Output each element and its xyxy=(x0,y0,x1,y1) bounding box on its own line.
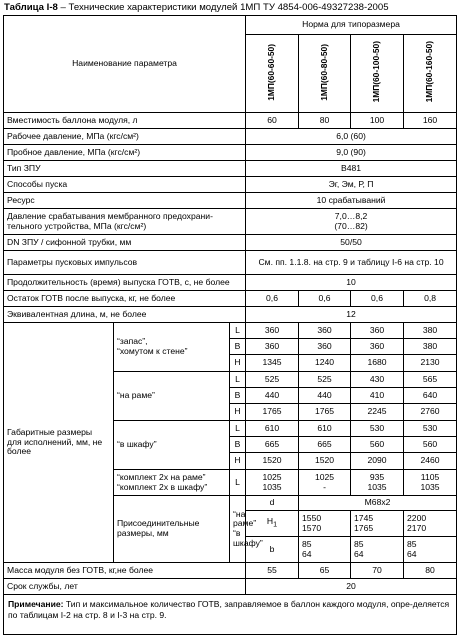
dimension-group-name-text: “в шкафу” xyxy=(117,439,157,450)
row-zpu-type xyxy=(4,161,457,177)
connection-value-text: 85 64 xyxy=(354,538,364,559)
dimension-value-text: 1520 xyxy=(262,455,282,466)
dimension-value xyxy=(299,437,351,453)
dimension-value-text: 1345 xyxy=(262,357,282,368)
dimension-value-text: 380 xyxy=(422,324,438,335)
residue-label-text: Остаток ГОТВ после выпуска, кг, не более xyxy=(7,292,176,303)
dimension-letter xyxy=(230,470,246,496)
connection-letter-text: H xyxy=(266,515,274,526)
thread-value xyxy=(299,496,457,511)
dimension-letter xyxy=(230,339,246,355)
dimension-value xyxy=(404,372,457,388)
dimension-letter-text: H xyxy=(234,406,241,417)
test-pressure-label xyxy=(4,145,246,161)
dimension-value-text: 2090 xyxy=(367,455,387,466)
connection-value-text: 1550 1570 xyxy=(302,512,322,533)
dimensions-label xyxy=(4,323,114,563)
mass-value xyxy=(246,563,299,579)
residue-value-text: 0,6 xyxy=(318,292,331,303)
dimension-value xyxy=(351,437,404,453)
dimension-value-text: 1240 xyxy=(314,357,335,368)
dimension-letter-text: L xyxy=(235,324,240,335)
volume-value xyxy=(299,113,351,129)
dimension-group-name-text: “комплект 2х на раме” “комплект 2х в шкафу” xyxy=(117,471,208,492)
dimension-group-name xyxy=(114,421,230,470)
row-eq-length xyxy=(4,307,457,323)
zpu-type-label xyxy=(4,161,246,177)
model-header xyxy=(404,35,457,113)
dimension-value xyxy=(299,388,351,404)
impulses-value xyxy=(246,251,457,275)
row-mass xyxy=(4,563,457,579)
working-pressure-label-text: Рабочее давление, МПа (кгс/см²) xyxy=(7,130,139,141)
connection-value-text: 85 64 xyxy=(302,538,312,559)
mass-value xyxy=(404,563,457,579)
residue-value xyxy=(351,291,404,307)
dimension-value xyxy=(351,388,404,404)
dimension-value xyxy=(246,453,299,470)
dimension-value-text: 360 xyxy=(317,340,332,351)
model-label: 1МП(60-60-50) xyxy=(266,43,277,101)
membrane-pressure-value-text: 7,0…8,2 (70…82) xyxy=(334,210,368,231)
dimension-letter xyxy=(230,372,246,388)
dimension-value xyxy=(404,323,457,339)
dimension-value-text: 2245 xyxy=(367,406,387,417)
duration-label xyxy=(4,275,246,291)
eq-length-label-text: Эквивалентная длина, м, не более xyxy=(7,308,147,319)
mass-label xyxy=(4,563,246,579)
dimension-letter-text: H xyxy=(234,455,241,466)
eq-length-label xyxy=(4,307,246,323)
dimension-letter xyxy=(230,388,246,404)
connection-value-text: 1745 1765 xyxy=(354,512,374,533)
param-name-header-text: Наименование параметра xyxy=(72,58,177,69)
dimension-value xyxy=(351,323,404,339)
connection-value xyxy=(299,511,351,537)
dimension-value xyxy=(299,339,351,355)
dimension-letter xyxy=(230,355,246,372)
connection-value xyxy=(404,511,457,537)
caption-label: Таблица I-8 xyxy=(4,2,58,13)
dimension-value-text: 360 xyxy=(317,324,332,335)
service-life-value-text: 20 xyxy=(346,580,356,591)
dimension-value xyxy=(246,323,299,339)
dimension-value-text: 1765 xyxy=(314,406,335,417)
membrane-pressure-label xyxy=(4,209,246,235)
membrane-pressure-label-text: Давление срабатывания мембранного предохрани- тельного устройства, МПа (кгс/см²) xyxy=(7,210,213,231)
test-pressure-value xyxy=(246,145,457,161)
dimension-value-text: 2460 xyxy=(420,455,440,466)
zpu-type-label-text: Тип ЗПУ xyxy=(7,162,41,173)
dimension-value xyxy=(246,404,299,421)
row-duration xyxy=(4,275,457,291)
dimension-value-text: 360 xyxy=(369,324,385,335)
dn-label xyxy=(4,235,246,251)
residue-value xyxy=(404,291,457,307)
dimension-value xyxy=(351,355,404,372)
header-row xyxy=(4,16,457,35)
test-pressure-label-text: Пробное давление, МПа (кгс/см²) xyxy=(7,146,141,157)
dimension-value xyxy=(246,372,299,388)
dimension-value-text: 440 xyxy=(317,389,332,400)
volume-value-text: 60 xyxy=(267,114,277,125)
dimension-letter-text: H xyxy=(234,357,241,368)
connection-value xyxy=(351,511,404,537)
duration-value xyxy=(246,275,457,291)
connection-label-text: Присоединительные размеры, мм xyxy=(117,518,200,538)
resource-label-text: Ресурс xyxy=(7,194,35,205)
dimension-value xyxy=(351,470,404,496)
connection-value-text: 85 64 xyxy=(407,538,417,559)
dimension-value xyxy=(404,339,457,355)
dimension-value xyxy=(299,404,351,421)
dimension-value xyxy=(351,421,404,437)
dimension-letter xyxy=(230,421,246,437)
dimension-value-text: 565 xyxy=(422,373,438,384)
row-note xyxy=(4,595,457,635)
dimension-value-text: 640 xyxy=(422,389,438,400)
dimension-value-text: 935 1035 xyxy=(367,471,387,492)
norm-header xyxy=(246,16,457,35)
dimension-value-text: 1025 - xyxy=(314,471,335,492)
mass-value-text: 55 xyxy=(267,564,277,575)
mass-label-text: Масса модуля без ГОТВ, кг,не более xyxy=(7,564,154,575)
connection-letter-subscript: 1 xyxy=(273,520,278,529)
dimension-value-text: 1025 1035 xyxy=(262,471,282,492)
dimension-value-text: 430 xyxy=(369,373,385,384)
test-pressure-value-text: 9,0 (90) xyxy=(336,146,366,157)
working-pressure-value xyxy=(246,129,457,145)
residue-value xyxy=(299,291,351,307)
service-life-label-text: Срок службы, лет xyxy=(7,580,78,591)
model-header xyxy=(299,35,351,113)
model-header xyxy=(351,35,404,113)
dimension-value-text: 525 xyxy=(264,373,280,384)
dn-label-text: DN ЗПУ / сифонной трубки, мм xyxy=(7,236,132,247)
volume-label xyxy=(4,113,246,129)
residue-value-text: 0,6 xyxy=(371,292,383,303)
dimension-value-text: 360 xyxy=(264,324,280,335)
dimension-group-name xyxy=(114,470,230,496)
dimension-value-text: 1680 xyxy=(367,357,387,368)
volume-value-text: 80 xyxy=(319,114,330,125)
dimension-value xyxy=(299,355,351,372)
dimension-value-text: 360 xyxy=(369,340,385,351)
start-methods-label xyxy=(4,177,246,193)
duration-label-text: Продолжительность (время) выпуска ГОТВ, с, не более xyxy=(7,276,230,287)
dimension-value-text: 560 xyxy=(369,438,385,449)
dimension-value xyxy=(299,372,351,388)
volume-label-text: Вместимость баллона модуля, л xyxy=(7,114,138,125)
mass-value-text: 70 xyxy=(372,564,382,575)
eq-length-value xyxy=(246,307,457,323)
dimension-value-text: 380 xyxy=(422,340,438,351)
dimension-value xyxy=(299,323,351,339)
resource-value xyxy=(246,193,457,209)
service-life-label xyxy=(4,579,246,595)
dimension-value xyxy=(299,470,351,496)
dimension-group-name xyxy=(114,323,230,372)
row-start-methods xyxy=(4,177,457,193)
row-working-pressure xyxy=(4,129,457,145)
volume-value-text: 100 xyxy=(369,114,385,125)
dimension-value-text: 2760 xyxy=(420,406,440,417)
start-methods-label-text: Способы пуска xyxy=(7,178,68,189)
mass-value xyxy=(299,563,351,579)
dimension-group-name-text: “запас”, “хомутом к стене” xyxy=(117,336,188,356)
dimension-value xyxy=(351,404,404,421)
dimension-value-text: 440 xyxy=(264,389,280,400)
dimension-value-text: 665 xyxy=(264,438,280,449)
working-pressure-label xyxy=(4,129,246,145)
dn-value-text: 50/50 xyxy=(340,236,362,247)
model-label: 1МП(60-100-50) xyxy=(371,41,382,103)
volume-value xyxy=(246,113,299,129)
table-caption xyxy=(4,2,389,13)
mass-value-text: 65 xyxy=(319,564,330,575)
dimension-value-text: 1520 xyxy=(314,455,335,466)
zpu-type-value xyxy=(246,161,457,177)
dimension-value-text: 410 xyxy=(369,389,385,400)
residue-value-text: 0,8 xyxy=(424,292,437,303)
dimension-value-text: 530 xyxy=(369,422,385,433)
start-methods-value-text: Эг, Эм, Р, П xyxy=(328,178,374,189)
model-header xyxy=(246,35,299,113)
dimension-value xyxy=(246,470,299,496)
dimension-value-text: 530 xyxy=(422,422,438,433)
dimension-value xyxy=(351,339,404,355)
dimension-value-text: 610 xyxy=(317,422,332,433)
dimension-value-text: 2130 xyxy=(420,357,440,368)
dimension-value xyxy=(351,372,404,388)
dimension-letter xyxy=(230,453,246,470)
dimension-group-name xyxy=(114,372,230,421)
dimension-group-name-text: “на раме” xyxy=(117,390,155,401)
dimension-letter xyxy=(230,437,246,453)
row-impulses xyxy=(4,251,457,275)
dimension-letter-text: L xyxy=(235,373,240,384)
dimension-letter xyxy=(230,323,246,339)
membrane-pressure-value xyxy=(246,209,457,235)
connection-value xyxy=(299,537,351,563)
zpu-type-value-text: В481 xyxy=(341,162,362,173)
dimension-value xyxy=(299,453,351,470)
model-label: 1МП(60-160-50) xyxy=(424,41,435,103)
connection-label xyxy=(114,496,230,563)
param-name-header xyxy=(4,16,246,113)
norm-header-text: Норма для типоразмера xyxy=(302,19,400,30)
dimension-value-text: 1765 xyxy=(262,406,282,417)
service-life-value xyxy=(246,579,457,595)
note-label: Примечание: xyxy=(8,599,64,609)
volume-value xyxy=(404,113,457,129)
dimension-value xyxy=(246,355,299,372)
row-dimension xyxy=(4,323,457,339)
connection-value xyxy=(351,537,404,563)
dimension-value xyxy=(246,339,299,355)
connection-group-name xyxy=(230,496,263,563)
connection-value-text: 2200 2170 xyxy=(407,512,427,533)
note-text: Тип и максимальное количество ГОТВ, заправляемое в баллон каждого модуля, опре-деляется по таблицам I-2 на стр. 8 и I-3 на стр. 9. xyxy=(8,599,450,620)
impulses-label xyxy=(4,251,246,275)
impulses-label-text: Параметры пусковых импульсов xyxy=(7,256,138,267)
impulses-value-text: См. пп. 1.1.8. на стр. 9 и таблицу I-6 на стр. 10 xyxy=(258,256,444,267)
dimension-value xyxy=(246,437,299,453)
residue-value xyxy=(246,291,299,307)
dimension-value xyxy=(404,404,457,421)
resource-label xyxy=(4,193,246,209)
dimension-value xyxy=(351,453,404,470)
dimension-value xyxy=(246,388,299,404)
row-membrane-pressure xyxy=(4,209,457,235)
dimension-value xyxy=(404,388,457,404)
dimension-value xyxy=(404,355,457,372)
working-pressure-value-text: 6,0 (60) xyxy=(336,130,366,141)
dimensions-label-text: Габаритные размеры для исполнений, мм, не более xyxy=(7,427,103,457)
dimension-letter-text: B xyxy=(234,340,241,351)
duration-value-text: 10 xyxy=(346,276,356,287)
eq-length-value-text: 12 xyxy=(346,308,356,319)
dimension-value xyxy=(404,470,457,496)
dimension-letter-text: B xyxy=(234,438,241,449)
note-cell xyxy=(4,595,457,635)
dimension-value-text: 525 xyxy=(317,373,332,384)
connection-value xyxy=(404,537,457,563)
dimension-value xyxy=(246,421,299,437)
model-label: 1МП(60-80-50) xyxy=(318,43,329,101)
row-resource xyxy=(4,193,457,209)
row-residue xyxy=(4,291,457,307)
row-dn xyxy=(4,235,457,251)
mass-value xyxy=(351,563,404,579)
row-volume xyxy=(4,113,457,129)
volume-value-text: 160 xyxy=(422,114,438,125)
dimension-value xyxy=(299,421,351,437)
start-methods-value xyxy=(246,177,457,193)
row-test-pressure xyxy=(4,145,457,161)
connection-letter-text: b xyxy=(269,543,275,554)
thread-letter xyxy=(246,496,299,511)
dimension-value-text: 665 xyxy=(317,438,332,449)
residue-label xyxy=(4,291,246,307)
dimension-letter-text: B xyxy=(234,389,241,400)
mass-value-text: 80 xyxy=(425,564,435,575)
thread-letter-text: d xyxy=(269,497,275,508)
dimension-value xyxy=(404,421,457,437)
dimension-value xyxy=(404,437,457,453)
spec-table xyxy=(3,15,457,635)
dimension-value-text: 1105 1035 xyxy=(420,471,440,492)
caption-text: – Технические характеристики модулей 1МП ТУ 4854-006-49327238-2005 xyxy=(57,2,389,13)
thread-value-text: М68х2 xyxy=(364,497,391,508)
dimension-letter-text: L xyxy=(235,476,240,487)
dimension-value-text: 610 xyxy=(264,422,280,433)
dn-value xyxy=(246,235,457,251)
volume-value xyxy=(351,113,404,129)
row-service-life xyxy=(4,579,457,595)
dimension-letter-text: L xyxy=(235,422,240,433)
dimension-value xyxy=(404,453,457,470)
dimension-letter xyxy=(230,404,246,421)
dimension-value-text: 560 xyxy=(422,438,438,449)
dimension-value-text: 360 xyxy=(264,340,280,351)
resource-value-text: 10 срабатываний xyxy=(316,194,386,205)
residue-value-text: 0,6 xyxy=(266,292,278,303)
connection-group-name-text: “на раме” “в шкафу” xyxy=(233,508,263,548)
